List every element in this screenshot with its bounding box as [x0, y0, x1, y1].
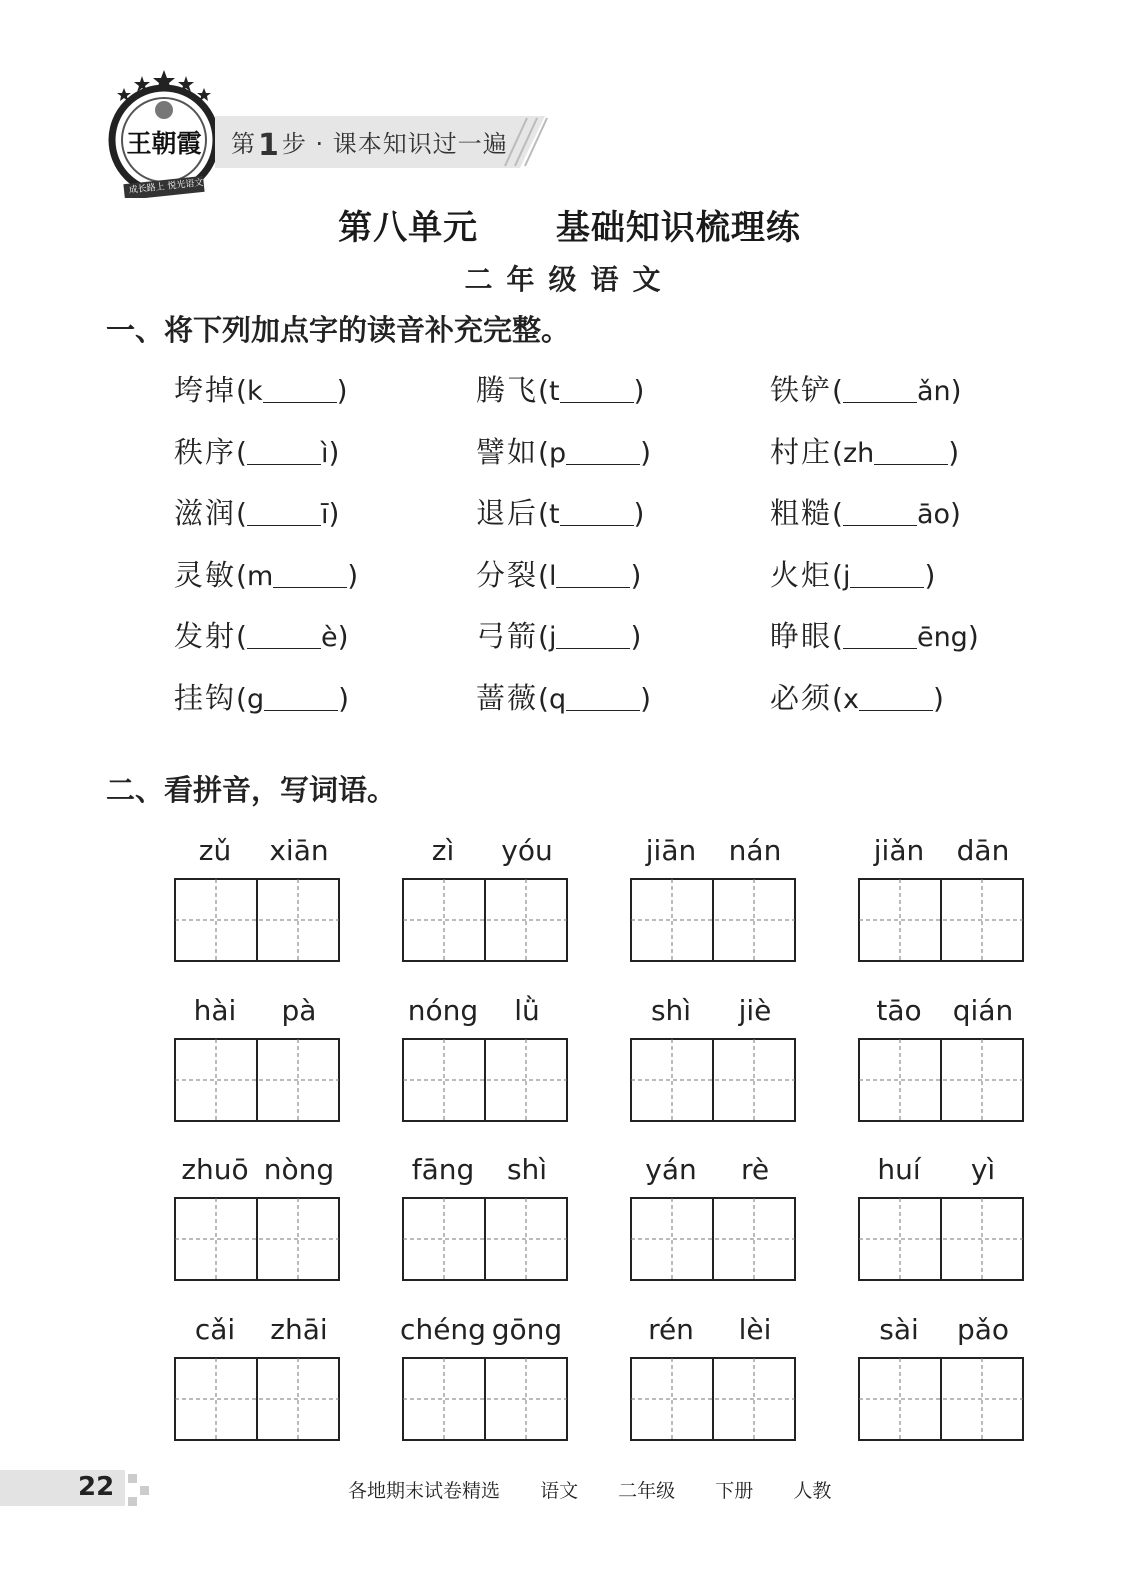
pinyin-syllable: nán	[728, 834, 782, 867]
close-paren: )	[924, 558, 936, 592]
open-paren: (	[832, 435, 843, 469]
item-word: 蔷薇	[476, 680, 539, 715]
word-box	[630, 994, 796, 1120]
pinyin-hint-after: ēng	[916, 622, 968, 653]
pinyin-hint-before: t	[548, 376, 560, 407]
answer-blank[interactable]	[843, 622, 917, 649]
word-box	[858, 994, 1024, 1120]
pinyin-syllable: sài	[879, 1312, 919, 1346]
open-paren: (	[832, 497, 843, 530]
pinyin-syllable: pǎo	[956, 1312, 1010, 1346]
pinyin-hint-before: p	[548, 437, 567, 469]
answer-blank[interactable]	[859, 684, 933, 711]
pinyin-item	[174, 614, 349, 664]
close-paren: )	[336, 374, 348, 407]
word-box	[858, 1313, 1024, 1439]
answer-blank[interactable]	[556, 622, 630, 649]
close-paren: )	[932, 681, 944, 715]
writing-grid[interactable]	[402, 1038, 568, 1122]
pinyin-syllable: zì	[431, 834, 455, 867]
pinyin-item	[174, 491, 339, 541]
step-number: 1	[258, 128, 280, 163]
item-word: 垮掉	[174, 373, 237, 407]
pinyin-syllable: rè	[740, 1153, 770, 1186]
open-paren: (	[236, 435, 247, 469]
pinyin-syllable: dān	[956, 834, 1010, 867]
item-word: 秩序	[174, 434, 237, 469]
answer-blank[interactable]	[843, 499, 917, 526]
open-paren: (	[538, 681, 549, 715]
pinyin-syllable: yán	[645, 1153, 697, 1186]
pinyin-syllable: zǔ	[198, 834, 232, 867]
answer-blank[interactable]	[556, 561, 630, 588]
pinyin-hint-after: è	[320, 622, 338, 653]
pinyin-hint-before: x	[842, 683, 859, 715]
pinyin-hint-before: g	[246, 683, 265, 715]
publisher-logo	[104, 68, 224, 198]
pinyin-item	[174, 553, 358, 603]
open-paren: (	[832, 558, 843, 592]
word-pinyin	[630, 994, 796, 1034]
writing-grid[interactable]	[858, 878, 1024, 962]
pinyin-item	[770, 430, 959, 480]
answer-blank[interactable]	[560, 376, 634, 403]
pinyin-syllable: gōng	[491, 1312, 563, 1346]
pinyin-syllable: nòng	[263, 1153, 335, 1186]
open-paren: (	[236, 497, 247, 530]
pinyin-syllable: yóu	[501, 834, 553, 867]
answer-blank[interactable]	[247, 438, 321, 465]
pinyin-hint-before: j	[548, 622, 557, 653]
item-word: 睁眼	[770, 619, 833, 653]
answer-blank[interactable]	[566, 684, 640, 711]
item-word: 灵敏	[174, 557, 237, 592]
pinyin-syllable: fāng	[411, 1153, 475, 1186]
writing-grid[interactable]	[174, 1197, 340, 1281]
answer-blank[interactable]	[566, 438, 640, 465]
word-pinyin	[630, 834, 796, 874]
open-paren: (	[538, 374, 549, 407]
pinyin-item	[476, 614, 641, 664]
step-prefix: 第	[231, 130, 256, 158]
word-box	[630, 1153, 796, 1279]
word-pinyin	[858, 834, 1024, 874]
word-box	[858, 1153, 1024, 1279]
open-paren: (	[832, 681, 843, 715]
writing-grid[interactable]	[174, 1357, 340, 1441]
pinyin-hint-before: l	[548, 560, 557, 592]
word-box	[858, 834, 1024, 960]
open-paren: (	[832, 374, 843, 407]
pinyin-syllable: zhuō	[181, 1153, 249, 1186]
close-paren: )	[630, 620, 642, 653]
close-paren: )	[633, 374, 645, 407]
pinyin-syllable: qián	[952, 993, 1014, 1027]
close-paren: )	[640, 681, 652, 715]
writing-grid[interactable]	[630, 1038, 796, 1122]
pinyin-syllable: cǎi	[194, 1312, 236, 1346]
footer-bar	[0, 1470, 150, 1506]
writing-grid[interactable]	[402, 1197, 568, 1281]
writing-grid[interactable]	[630, 1357, 796, 1441]
logo-name: 王朝霞	[126, 129, 202, 158]
item-word: 弓箭	[476, 619, 539, 653]
pinyin-syllable: shì	[506, 1153, 548, 1186]
word-pinyin	[174, 994, 340, 1034]
item-word: 譬如	[476, 434, 539, 469]
answer-blank[interactable]	[850, 561, 924, 588]
answer-blank[interactable]	[247, 622, 321, 649]
answer-blank[interactable]	[264, 684, 338, 711]
word-pinyin	[174, 834, 340, 874]
item-word: 必须	[770, 680, 833, 715]
item-word: 火炬	[770, 557, 833, 592]
word-box	[174, 1153, 340, 1279]
word-pinyin	[402, 834, 568, 874]
pinyin-item	[174, 430, 339, 480]
item-word: 铁铲	[770, 373, 833, 407]
pinyin-syllable: yì	[970, 1153, 996, 1186]
open-paren: (	[236, 681, 247, 715]
open-paren: (	[236, 374, 247, 407]
pinyin-item	[174, 368, 348, 418]
pinyin-syllable: xiān	[269, 834, 329, 867]
close-paren: )	[967, 620, 979, 653]
pinyin-item	[476, 430, 651, 480]
item-word: 粗糙	[770, 496, 833, 530]
pinyin-syllable: pà	[281, 993, 317, 1027]
close-paren: )	[948, 435, 960, 469]
pinyin-syllable: chéng	[400, 1312, 486, 1346]
pinyin-item	[770, 553, 935, 603]
item-word: 发射	[174, 619, 237, 653]
open-paren: (	[538, 435, 549, 469]
open-paren: (	[236, 620, 247, 653]
pinyin-syllable: nóng	[407, 993, 479, 1027]
page-title: 第八单元 基础知识梳理练	[338, 208, 801, 248]
close-paren: )	[328, 497, 340, 530]
writing-grid[interactable]	[402, 1357, 568, 1441]
pinyin-syllable: jiān	[645, 834, 697, 867]
pinyin-syllable: lǜ	[514, 993, 540, 1027]
pinyin-item	[770, 491, 961, 541]
subtitle: 二年级语文	[464, 263, 675, 296]
pinyin-hint-before: j	[842, 560, 851, 592]
writing-grid[interactable]	[402, 878, 568, 962]
item-word: 村庄	[770, 434, 833, 469]
section-1-heading: 一、将下列加点字的读音补充完整。	[106, 313, 571, 347]
pinyin-syllable: shì	[650, 993, 692, 1027]
pinyin-syllable: zhāi	[270, 1312, 328, 1346]
pinyin-item	[174, 676, 349, 726]
writing-grid[interactable]	[858, 1197, 1024, 1281]
answer-blank[interactable]	[843, 376, 917, 403]
close-paren: )	[950, 374, 962, 407]
writing-grid[interactable]	[858, 1357, 1024, 1441]
word-pinyin	[858, 1313, 1024, 1353]
close-paren: )	[338, 681, 350, 715]
writing-grid[interactable]	[630, 878, 796, 962]
open-paren: (	[538, 497, 549, 530]
answer-blank[interactable]	[263, 376, 337, 403]
answer-blank[interactable]	[560, 499, 634, 526]
pinyin-syllable: jiè	[738, 993, 772, 1027]
word-pinyin	[858, 1153, 1024, 1193]
close-paren: )	[950, 497, 961, 530]
step-label	[231, 124, 508, 163]
step-suffix: 步 · 课本知识过一遍	[281, 130, 508, 158]
word-pinyin	[174, 1153, 340, 1193]
writing-grid[interactable]	[174, 878, 340, 962]
pinyin-item	[770, 614, 979, 664]
item-word: 腾飞	[476, 373, 539, 407]
pinyin-syllable: huí	[877, 1153, 921, 1186]
word-pinyin	[630, 1153, 796, 1193]
word-pinyin	[630, 1313, 796, 1353]
close-paren: )	[630, 558, 642, 592]
item-word: 分裂	[476, 557, 539, 592]
close-paren: )	[347, 558, 359, 592]
pinyin-syllable: jiǎn	[873, 834, 925, 867]
pinyin-item	[770, 368, 962, 418]
item-word: 退后	[476, 496, 539, 530]
word-box	[402, 834, 568, 960]
pinyin-syllable: rén	[648, 1312, 694, 1346]
pinyin-hint-before: q	[548, 683, 567, 715]
pinyin-hint-after: ǎn	[916, 376, 951, 407]
word-box	[630, 1313, 796, 1439]
pinyin-hint-after: ī	[320, 499, 329, 530]
book-info: 各地期末试卷精选 语文 二年级 下册 人教	[348, 1480, 832, 1502]
section-2-heading: 二、看拼音，写词语。	[106, 773, 397, 807]
pinyin-hint-before: m	[246, 560, 274, 592]
writing-grid[interactable]	[858, 1038, 1024, 1122]
writing-grid[interactable]	[174, 1038, 340, 1122]
pinyin-hint-before: t	[548, 499, 560, 530]
pinyin-item	[476, 676, 651, 726]
word-box	[402, 1313, 568, 1439]
pinyin-item	[476, 368, 644, 418]
pinyin-hint-before: k	[246, 376, 263, 407]
pinyin-item	[476, 553, 641, 603]
answer-blank[interactable]	[273, 561, 347, 588]
word-pinyin	[402, 1313, 568, 1353]
answer-blank[interactable]	[247, 499, 321, 526]
close-paren: )	[328, 435, 340, 469]
word-box	[402, 994, 568, 1120]
logo-motto: 成长路上 悦光语文	[128, 178, 204, 196]
pinyin-hint-after: ì	[320, 437, 329, 469]
word-box	[174, 834, 340, 960]
close-paren: )	[640, 435, 652, 469]
open-paren: (	[236, 558, 247, 592]
answer-blank[interactable]	[874, 438, 948, 465]
word-pinyin	[858, 994, 1024, 1034]
word-box	[630, 834, 796, 960]
item-word: 挂钩	[174, 680, 237, 715]
word-box	[174, 994, 340, 1120]
pinyin-hint-before: zh	[842, 437, 875, 469]
pinyin-item	[770, 676, 944, 726]
pinyin-syllable: hài	[193, 993, 237, 1027]
item-word: 滋润	[174, 496, 237, 530]
word-box	[402, 1153, 568, 1279]
word-pinyin	[174, 1313, 340, 1353]
close-paren: )	[337, 620, 349, 653]
pinyin-hint-after: āo	[916, 499, 951, 530]
pinyin-item	[476, 491, 644, 541]
page-number: 22	[78, 1472, 115, 1502]
pinyin-syllable: lèi	[738, 1312, 772, 1346]
word-pinyin	[402, 1153, 568, 1193]
close-paren: )	[633, 497, 645, 530]
open-paren: (	[538, 620, 549, 653]
word-box	[174, 1313, 340, 1439]
open-paren: (	[832, 620, 843, 653]
word-pinyin	[402, 994, 568, 1034]
step-banner	[215, 116, 555, 168]
pinyin-syllable: tāo	[876, 993, 922, 1027]
open-paren: (	[538, 558, 549, 592]
writing-grid[interactable]	[630, 1197, 796, 1281]
